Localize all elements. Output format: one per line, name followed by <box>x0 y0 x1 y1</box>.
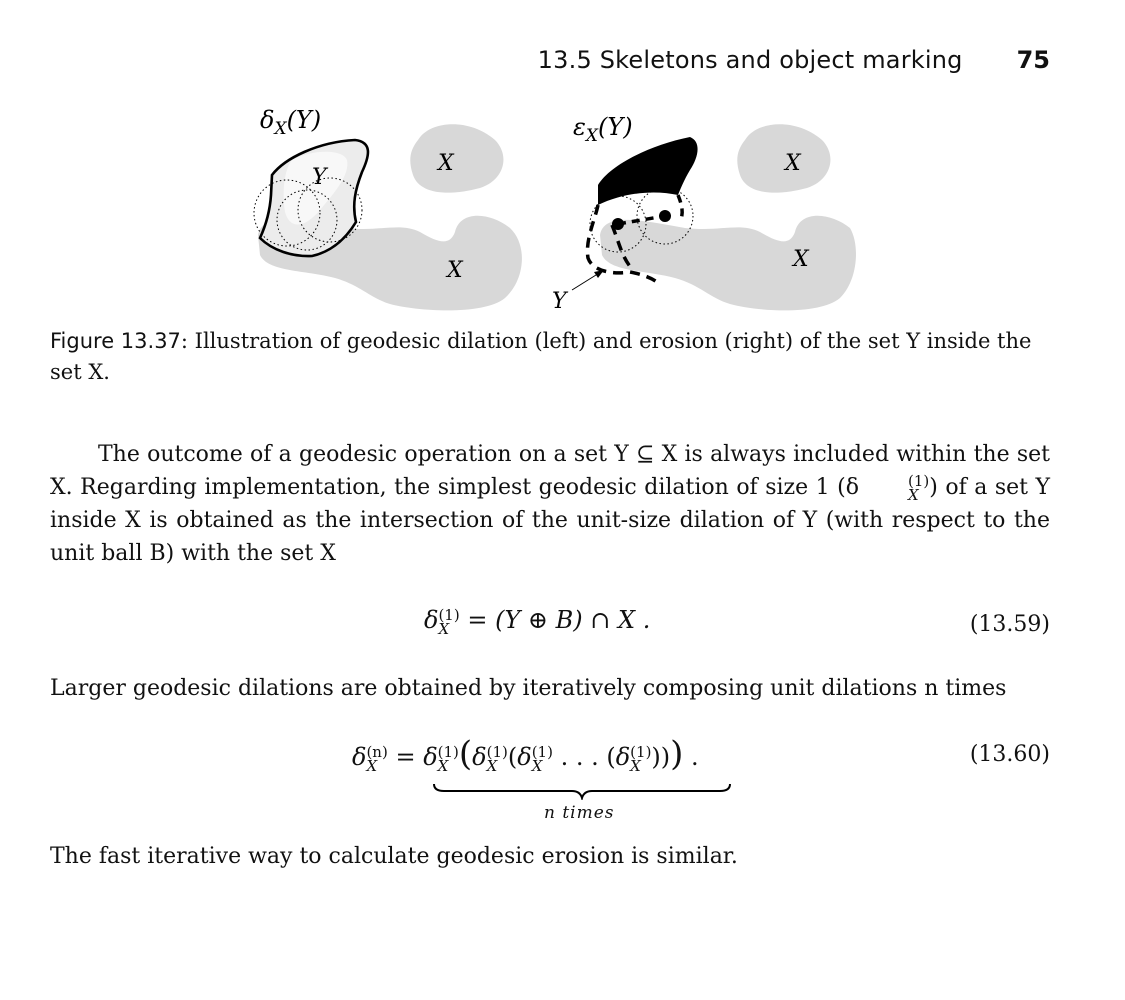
section-title: 13.5 Skeletons and object marking <box>537 46 963 74</box>
right-label-x-bottom: X <box>793 247 809 272</box>
underbrace <box>432 782 732 800</box>
paragraph-1-part2: ) of a set Y inside X is obtained as the intersection of the unit-size dilation of Y (with respect to the unit ball B) with the set X <box>50 475 1051 566</box>
equation-13-60: δ (n) X = δ (1) X (δ (1) X (δ (1) X . . . (δ (1) X ))) . <box>352 734 699 775</box>
right-ball-center-2 <box>659 210 671 222</box>
right-ball-center-1 <box>612 218 624 230</box>
right-erosion-region <box>598 137 698 205</box>
figure-caption <box>50 326 1050 388</box>
left-set-x-top <box>410 124 503 192</box>
left-label-x-top: X <box>438 151 454 176</box>
right-label-y: Y <box>552 289 567 314</box>
right-label-x-top: X <box>785 151 801 176</box>
equation-number-13-59: (13.59) <box>969 612 1050 637</box>
inline-delta-scripts: (1) X <box>907 472 930 504</box>
figure-geodesic <box>240 100 860 320</box>
right-set-x-bottom <box>600 216 856 311</box>
right-panel-label: $\varepsilon_X(Y)$ <box>573 113 633 146</box>
right-set-y-right-dash <box>678 195 682 222</box>
paragraph-1 <box>50 438 1050 570</box>
left-label-x-bottom: X <box>447 258 463 283</box>
paragraph-2: Larger geodesic dilations are obtained by iteratively composing unit dilations n times <box>50 676 1007 701</box>
left-panel-label: $\delta_X(Y)$ <box>260 106 322 139</box>
left-label-y: Y <box>312 165 327 190</box>
equation-13-59: δ (1) X = (Y ⊕ B) ∩ X . <box>424 605 651 638</box>
paragraph-3: The fast iterative way to calculate geodesic erosion is similar. <box>50 844 738 869</box>
right-y-pointer-head <box>594 270 604 278</box>
right-set-x-top <box>737 124 830 192</box>
page-number: 75 <box>1016 46 1050 74</box>
underbrace-label: n times <box>544 803 615 823</box>
caption-text: : Illustration of geodesic dilation (left) and erosion (right) of the set Y inside the set X. <box>50 329 1032 384</box>
equation-13-59-rhs: = (Y ⊕ B) ∩ X . <box>467 606 651 634</box>
figure-label: Figure 13.37 <box>50 329 181 353</box>
running-header <box>538 46 1050 74</box>
equation-number-13-60: (13.60) <box>969 742 1050 767</box>
paragraph-1-part1: The outcome of a geodesic operation on a set Y ⊆ X is always included within the set X. Regarding implementation, the simplest geodesic dilation of size 1 (δ <box>50 442 1050 500</box>
